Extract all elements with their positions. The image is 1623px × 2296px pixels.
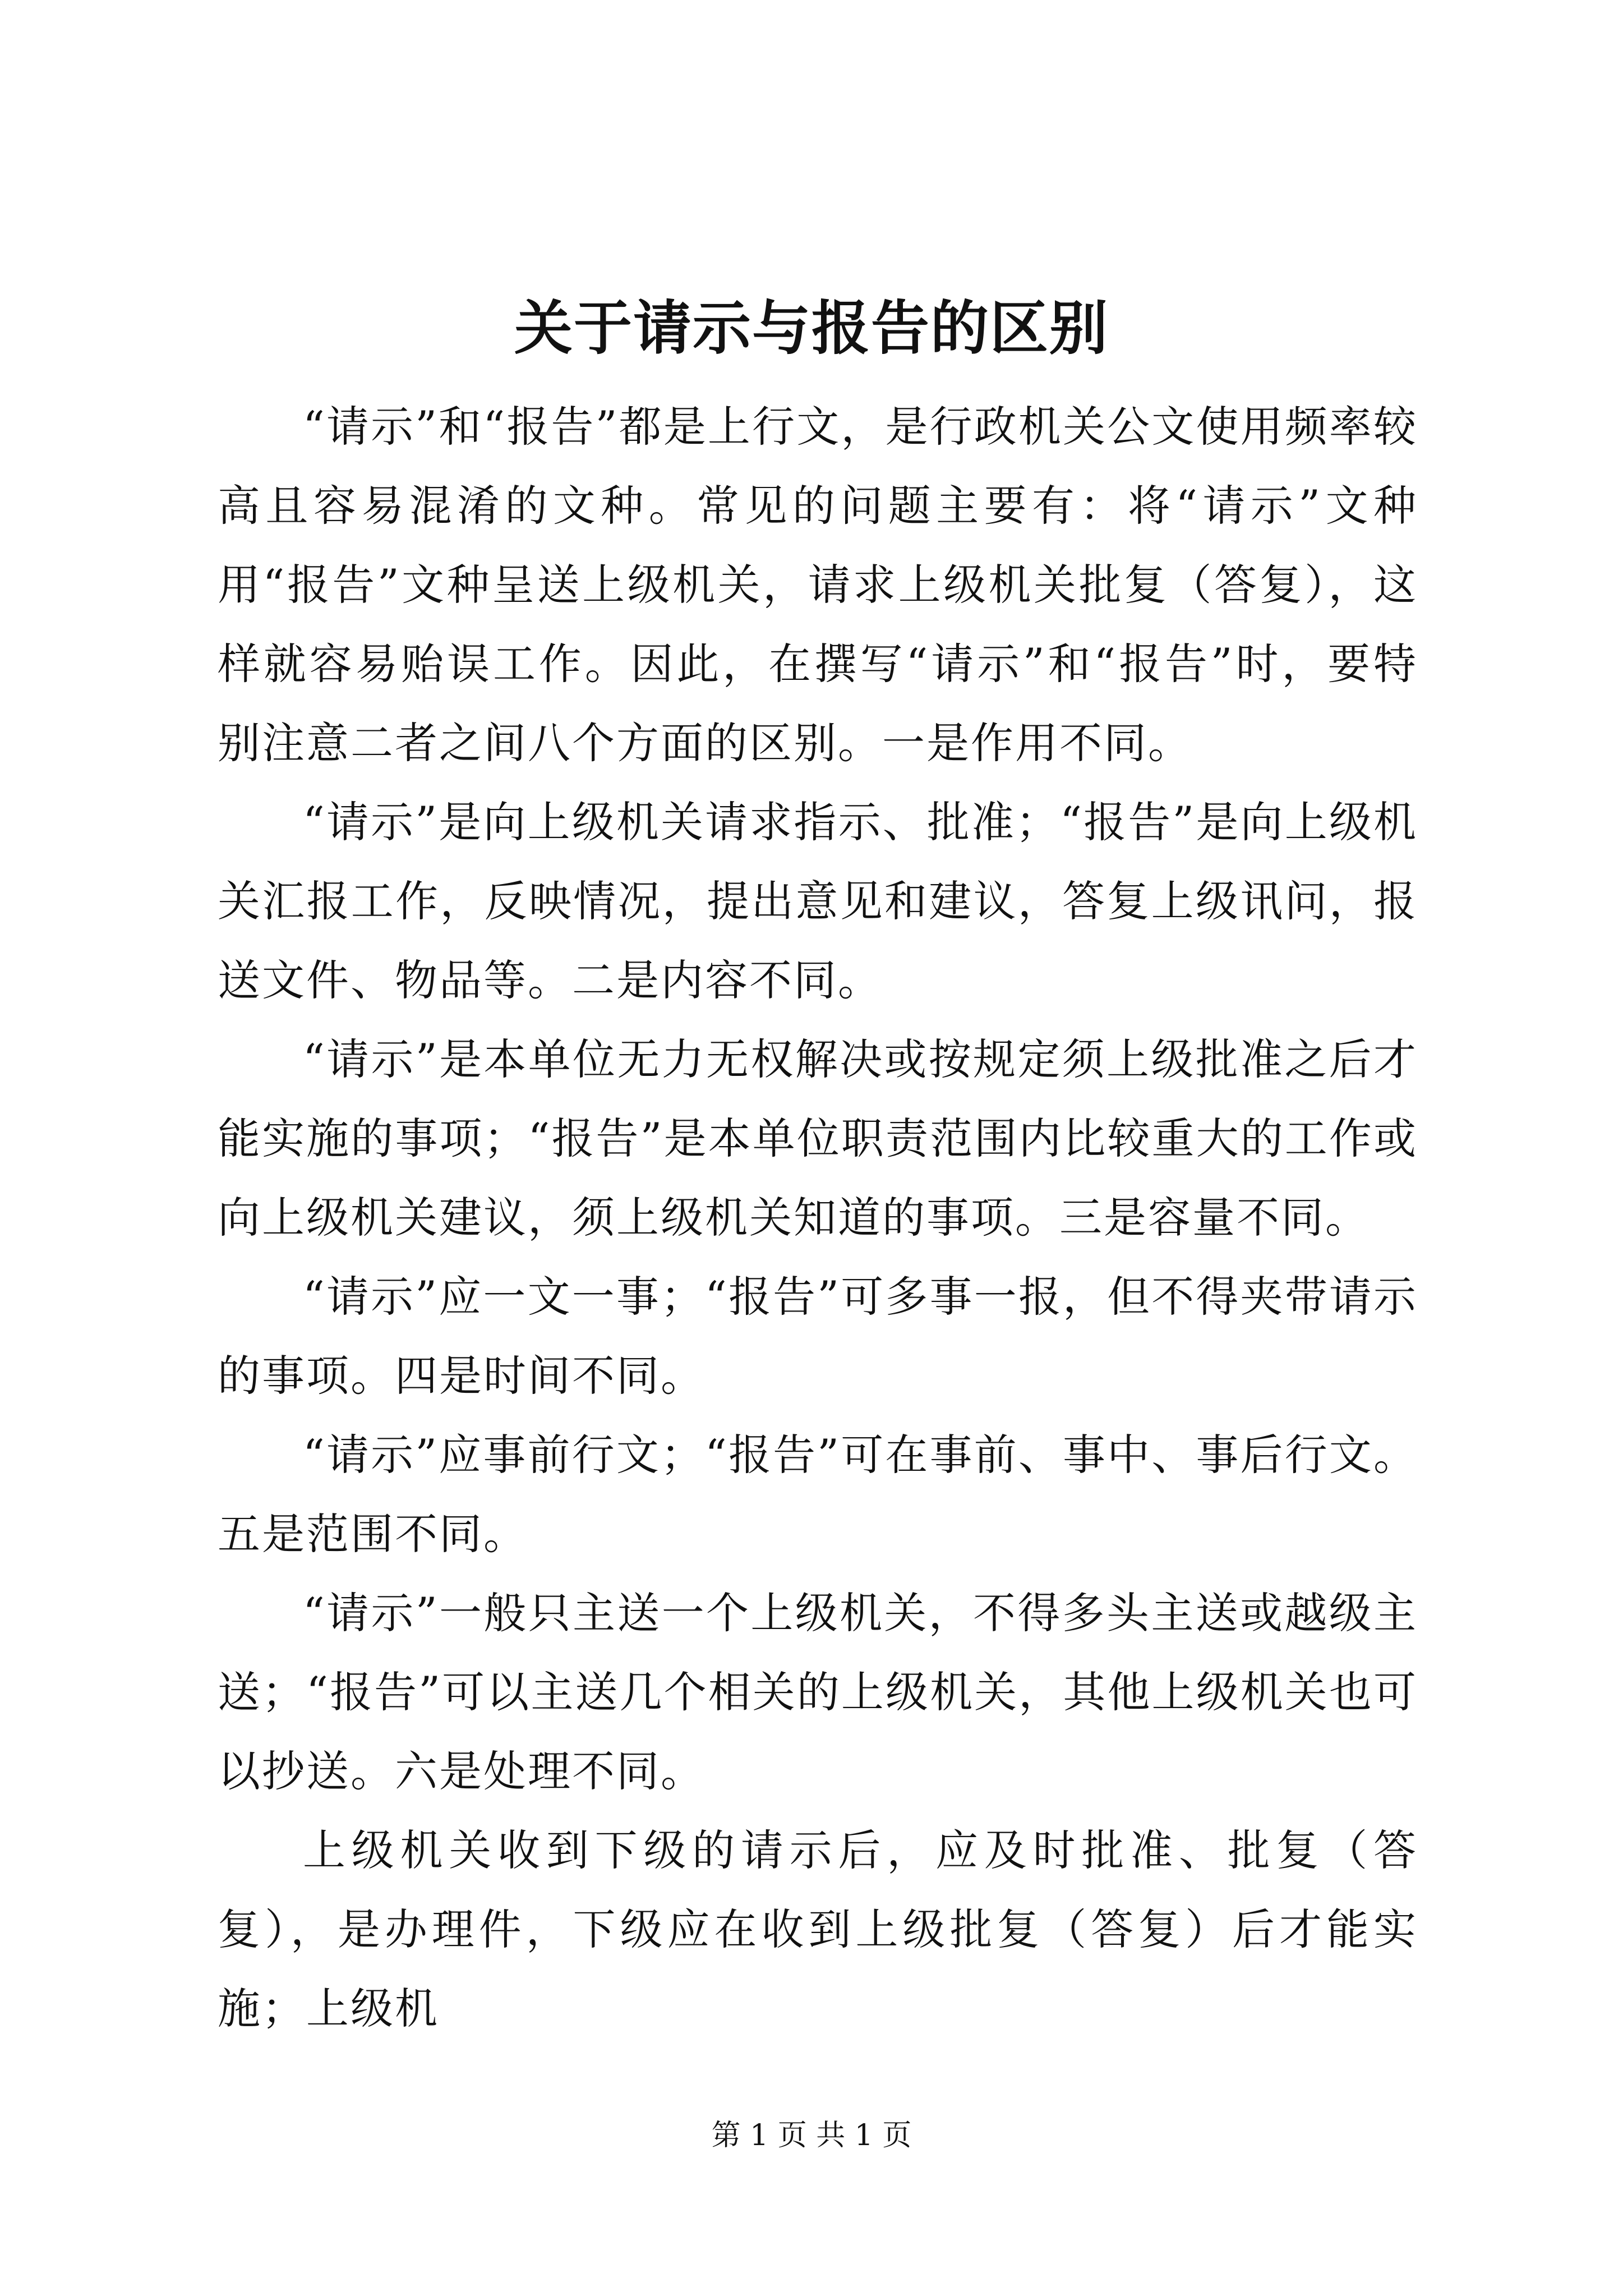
paragraph-4: “请示”应一文一事；“报告”可多事一报，但不得夹带请示的事项。四是时间不同。 — [218, 1272, 1418, 1401]
paragraph-2: “请示”是向上级机关请求指示、批准；“报告”是向上级机关汇报工作，反映情况，提出意见和建议，答复上级讯问，报送文件、物品等。二是内容不同。 — [218, 797, 1418, 1005]
page-number-footer: 第 1 页 共 1 页 — [711, 2119, 912, 2152]
paragraph-3: “请示”是本单位无力无权解决或按规定须上级批准之后才能实施的事项；“报告”是本单位职责范围内比较重大的工作或向上级机关建议，须上级机关知道的事项。三是容量不同。 — [218, 1034, 1418, 1243]
paragraph-6: “请示”一般只主送一个上级机关，不得多头主送或越级主送；“报告”可以主送几个相关的上级机关，其他上级机关也可以抄送。六是处理不同。 — [218, 1588, 1418, 1796]
page-title: 关于请示与报告的区别 — [514, 293, 1109, 362]
paragraph-5: “请示”应事前行文；“报告”可在事前、事中、事后行文。五是范围不同。 — [218, 1430, 1418, 1559]
paragraph-1: “请示”和“报告”都是上行文，是行政机关公文使用频率较高且容易混淆的文种。常见的问题主要有：将“请示”文种用“报告”文种呈送上级机关，请求上级机关批复（答复），这样就容易贻误工作。因此，在撰写“请示”和“报告”时，要特别注意二者之间八个方面的区别。一是作用不同。 — [218, 402, 1418, 768]
document-body — [218, 387, 1418, 2048]
paragraph-7: 上级机关收到下级的请示后，应及时批准、批复（答复），是办理件，下级应在收到上级批复（答复）后才能实施；上级机 — [218, 1825, 1418, 2033]
